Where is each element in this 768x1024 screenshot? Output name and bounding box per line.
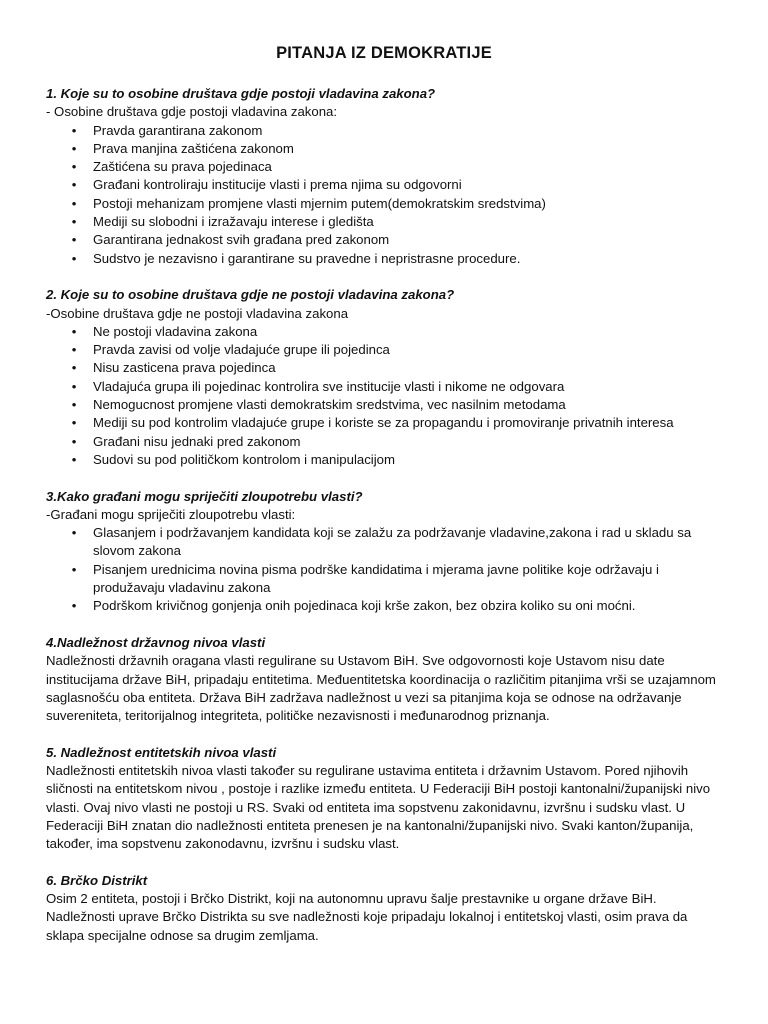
bullet-icon: • (71, 378, 77, 394)
bullet-icon: • (71, 250, 77, 266)
list-item (46, 378, 726, 396)
section-1 (46, 85, 726, 268)
list-item (46, 561, 726, 598)
document-body (46, 85, 726, 963)
list-item-text: Ne postoji vladavina zakona (93, 323, 258, 339)
section-paragraph: Osim 2 entiteta, postoji i Brčko Distrikt, koji na autonomnu upravu šalje prestavnike u organe države BiH. Nadležnosti uprave Brčko Distrikta su sve nadležnosti koje pripadaju lokalnoj i entitetskoj vlasti, osim prava da sklapa specijalne odnose sa drugim zemljama. (46, 891, 688, 943)
bullet-icon: • (71, 195, 77, 211)
bullet-icon: • (71, 159, 77, 175)
list-item-text: Prava manjina zaštićena zakonom (93, 140, 294, 156)
list-item-text: Sudovi su pod političkom kontrolom i manipulacijom (93, 451, 395, 467)
bullet-icon: • (71, 360, 77, 376)
list-item (46, 122, 726, 140)
bullet-icon: • (71, 433, 77, 449)
list-item-text: Postoji mehanizam promjene vlasti mjernim putem(demokratskim sredstvima) (93, 195, 546, 211)
list-item-text: Mediji su pod kontrolim vladajuće grupe i koriste se za propagandu i promoviranje privatnih interesa (93, 415, 674, 431)
bullet-icon: • (71, 415, 77, 431)
list-item (46, 524, 726, 561)
list-item (46, 414, 726, 432)
list-item-text: Vladajuća grupa ili pojedinac kontrolira sve institucije vlasti i nikome ne odgovara (93, 378, 565, 394)
section-heading: 1. Koje su to osobine društava gdje postoji vladavina zakona? (46, 86, 436, 101)
bullet-icon: • (71, 342, 77, 358)
bullet-list (46, 122, 726, 268)
section-6 (46, 872, 726, 945)
list-item (46, 213, 726, 231)
list-item-text: Zaštićena su prava pojedinaca (93, 159, 272, 175)
list-item-text: Građani nisu jednaki pred zakonom (93, 433, 301, 449)
bullet-icon: • (71, 323, 77, 339)
list-item-text: Mediji su slobodni i izražavaju interese i gledišta (93, 214, 374, 230)
section-3 (46, 488, 726, 616)
section-intro: - Osobine društava gdje postoji vladavina zakona: (46, 104, 338, 120)
list-item-text: Građani kontroliraju institucije vlasti i prema njima su odgovorni (93, 177, 462, 193)
section-intro: -Osobine društava gdje ne postoji vladavina zakona (46, 305, 349, 321)
bullet-icon: • (71, 397, 77, 413)
bullet-list (46, 323, 726, 469)
section-5 (46, 744, 726, 854)
section-4 (46, 634, 726, 725)
section-heading: 4.Nadležnost državnog nivoa vlasti (46, 634, 266, 650)
section-paragraph: Nadležnosti državnih oragana vlasti regulirane su Ustavom BiH. Sve odgovornosti koje Ustavom nisu date institucijama države BiH, pripadaju entitetima. Međuentitetska koordinacija o različitim pitanjima vrši se uzajamnom saglasnošću oba entiteta. Država BiH zadržava nadležnost u vezi sa pitanjima koja se odnose na održavanje suvereniteta, teritorijalnog integriteta, političke nezavisnosti i međunarodnog priznanja. (46, 653, 716, 724)
section-2 (46, 286, 726, 469)
list-item-text: Sudstvo je nezavisno i garantirane su pravedne i nepristrasne procedure. (93, 250, 521, 266)
page-title: PITANJA IZ DEMOKRATIJE (276, 44, 492, 62)
bullet-icon: • (71, 122, 77, 138)
list-item-text: Nemogucnost promjene vlasti demokratskim sredstvima, vec nasilnim metodama (93, 397, 566, 413)
list-item-text: Pravda zavisi od volje vladajuće grupe ili pojedinca (93, 342, 390, 358)
bullet-icon: • (71, 451, 77, 467)
list-item (46, 176, 726, 194)
bullet-icon: • (71, 214, 77, 230)
section-heading: 5. Nadležnost entitetskih nivoa vlasti (46, 744, 277, 760)
section-intro: -Građani mogu spriječiti zloupotrebu vlasti: (46, 506, 296, 522)
bullet-icon: • (71, 525, 77, 541)
list-item-text: Pisanjem urednicima novina pisma podrške kandidatima i mjerama javne politike koje održavaju i produžavaju vladavinu zakona (93, 561, 659, 596)
bullet-icon: • (71, 561, 77, 577)
list-item-text: Garantirana jednakost svih građana pred zakonom (93, 232, 390, 248)
list-item-text: Pravda garantirana zakonom (93, 122, 263, 138)
list-item (46, 250, 726, 268)
list-item-text: Podrškom krivičnog gonjenja onih pojedinaca koji krše zakon, bez obzira koliko su oni moćni. (93, 598, 636, 614)
list-item (46, 451, 726, 469)
list-item (46, 341, 726, 359)
section-heading: 6. Brčko Distrikt (46, 872, 148, 888)
list-item-text: Nisu zasticena prava pojedinca (93, 360, 276, 376)
bullet-icon: • (71, 232, 77, 248)
list-item (46, 433, 726, 451)
list-item (46, 158, 726, 176)
list-item (46, 597, 726, 615)
list-item (46, 359, 726, 377)
bullet-icon: • (71, 177, 77, 193)
section-paragraph: Nadležnosti entitetskih nivoa vlasti također su regulirane ustavima entiteta i državnim Ustavom. Pored njihovih sličnosti na entitetskom nivou , postoje i razlike između entiteta. U Federaciji BiH postoji kantonalni/županijski nivo vlasti. Ovaj nivo vlasti ne postoji u RS. Svaki od entiteta ima sopstvenu zakonidavnu, izvršnu i sudsku vlast. U Federaciji BiH znatan dio nadležnosti entiteta prenesen je na kantonalni/županijski nivo. Svaki kanton/županija, također, ima sopstvenu zakonodavnu, izvršnu i sudsku vlast. (46, 762, 711, 852)
bullet-icon: • (71, 598, 77, 614)
bullet-icon: • (71, 140, 77, 156)
list-item (46, 396, 726, 414)
list-item (46, 195, 726, 213)
list-item-text: Glasanjem i podržavanjem kandidata koji se zalažu za podržavanje vladavine,zakona i rad u skladu sa slovom zakona (93, 525, 692, 559)
list-item (46, 231, 726, 249)
section-heading: 2. Koje su to osobine društava gdje ne postoji vladavina zakona? (46, 287, 455, 303)
bullet-list (46, 524, 726, 615)
list-item (46, 323, 726, 341)
section-heading: 3.Kako građani mogu spriječiti zloupotrebu vlasti? (46, 488, 363, 504)
list-item (46, 140, 726, 158)
